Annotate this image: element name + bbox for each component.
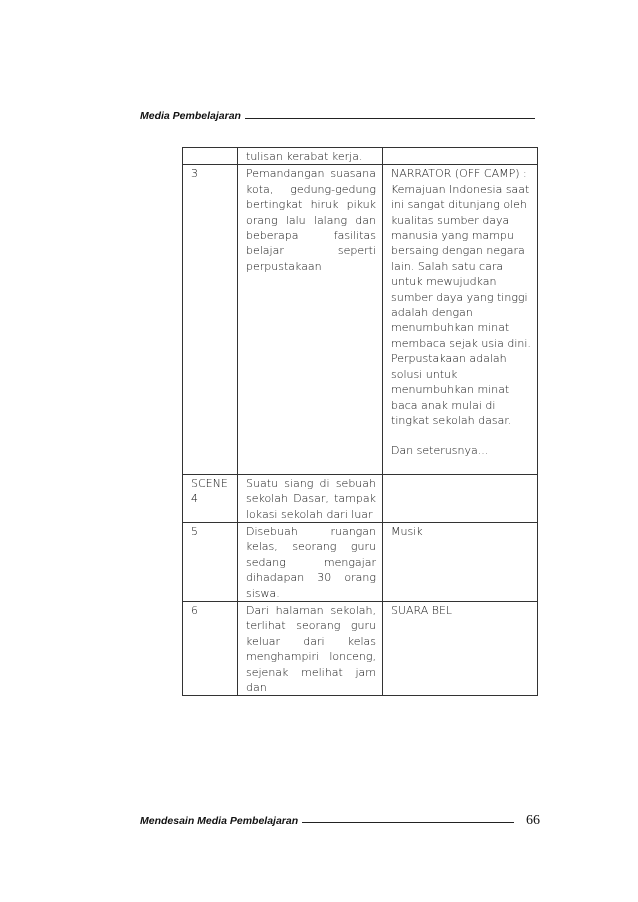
visual-cell: Disebuah ruangan kelas, seorang guru sedang mengajar dihadapan 30 orang siswa. [238, 522, 383, 601]
scene-number-cell: 3 [183, 165, 238, 474]
audio-cell [383, 522, 538, 601]
audio-cell [383, 148, 538, 165]
scene-number-cell: 5 [183, 522, 238, 601]
page-header [140, 108, 535, 124]
footer-rule [302, 822, 514, 823]
visual-cell: Pemandangan suasana kota, gedung-gedung bertingkat hiruk pikuk orang lalu lalang dan beberapa fasilitas belajar seperti perpustakaan [238, 165, 383, 474]
audio-text: Musik [391, 524, 423, 538]
scene-number-cell: SCENE 4 [183, 474, 238, 522]
footer-title: Mendesain Media Pembelajaran [140, 815, 299, 827]
table-row [183, 522, 538, 601]
visual-cell: Suatu siang di sebuah sekolah Dasar, tampak lokasi sekolah dari luar [238, 474, 383, 522]
continuation-text: Dan seterusnya... [391, 444, 489, 458]
audio-cell [383, 165, 538, 474]
visual-cell: Dari halaman sekolah, terlihat seorang guru keluar dari kelas menghampiri lonceng, sejenak melihat jam dan [238, 601, 383, 695]
table-row [183, 601, 538, 695]
page-footer [140, 811, 540, 831]
audio-cell [383, 601, 538, 695]
script-table [182, 147, 538, 696]
paragraph-gap [391, 428, 531, 443]
header-title: Media Pembelajaran [140, 110, 241, 122]
table-row [183, 148, 538, 165]
visual-cell: tulisan kerabat kerja. [238, 148, 383, 165]
header-rule [245, 118, 535, 119]
table-row [183, 165, 538, 474]
audio-cell [383, 474, 538, 522]
scene-number-cell [183, 148, 238, 165]
audio-text: SUARA BEL [391, 603, 453, 617]
paragraph-gap [391, 459, 531, 474]
page-number: 66 [526, 813, 540, 828]
scene-number-cell: 6 [183, 601, 238, 695]
table-row [183, 474, 538, 522]
narration-text: NARRATOR (OFF CAMP) : Kemajuan Indonesia saat ini sangat ditunjang oleh kualitas sumber daya manusia yang mampu bersaing dengan negara lain. Salah satu cara untuk mewujudkan sumber daya yang tinggi adalah dengan menumbuhkan minat membaca sejak usia dini. Perpustakaan adalah solusi untuk menumbuhkan minat baca anak mulai di tingkat sekolah dasar. [391, 167, 531, 427]
